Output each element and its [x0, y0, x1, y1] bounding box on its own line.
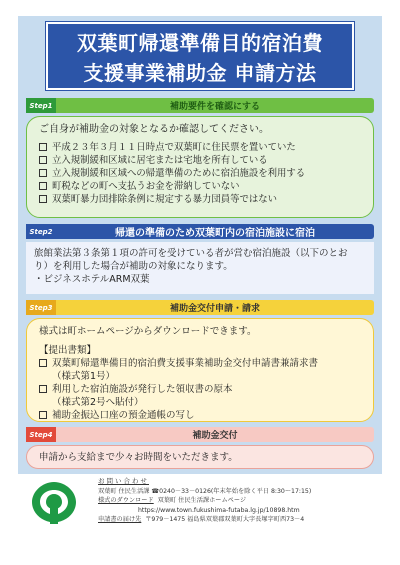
contact-info: 双葉町 住民生活課 ☎0240－33－0126(年末年始を除く平日 8:30～17:15)	[98, 487, 312, 495]
step1-heading: 補助要件を確認にする	[169, 102, 260, 112]
step2-tag: Step2	[26, 224, 56, 239]
step1-bar	[26, 98, 374, 113]
download-url-link[interactable]: https://www.town.fukushima-futaba.lg.jp/10898.htm	[138, 506, 300, 514]
step3-heading: 補助金交付申請・請求	[169, 304, 260, 314]
doc-item-sub: （様式第2号へ貼付）	[52, 397, 144, 408]
checkbox-icon	[39, 195, 47, 203]
checkbox-icon	[39, 143, 47, 151]
step1-tag: Step1	[26, 98, 56, 113]
checkbox-icon	[39, 385, 47, 393]
doc-item: 双葉町帰還準備目的宿泊費支援事業補助金交付申請書兼請求書	[39, 357, 361, 370]
footer-text	[98, 477, 378, 525]
contact-footer	[18, 474, 382, 546]
step2-line-1: 旅館業法第３条第１項の許可を受けている者が営む宿泊施設（以下のとお	[34, 248, 348, 259]
title-line-1: 双葉町帰還準備目的宿泊費	[77, 31, 323, 55]
requirement-item: 立入規制緩和区域に居宅または宅地を所有している	[39, 154, 361, 167]
town-logo-icon	[28, 478, 80, 526]
docs-title: 【提出書類】	[39, 345, 97, 356]
step4-panel	[26, 445, 374, 469]
step3-lead: 様式は町ホームページからダウンロードできます。	[39, 326, 257, 337]
checkbox-icon	[39, 411, 47, 419]
doc-item: 利用した宿泊施設が発行した領収書の原本	[39, 383, 361, 396]
step3-bar	[26, 300, 374, 315]
requirement-item: 町税などの町へ支払うお金を滞納していない	[39, 180, 361, 193]
step3-tag: Step3	[26, 300, 56, 315]
step2-line-2: り）を利用した場合が補助の対象になります。	[34, 261, 233, 272]
checkbox-icon	[39, 359, 47, 367]
flyer-sheet	[18, 16, 382, 546]
submit-info: 申請書の届け先 〒979－1475 福島県双葉郡双葉町大字長塚字町西73－4	[98, 516, 305, 523]
requirement-item: 平成２３年３月１１日時点で双葉町に住民票を置いていた	[39, 141, 361, 154]
requirement-item: 双葉町暴力団排除条例に規定する暴力団員等ではない	[39, 193, 361, 206]
doc-item: 補助金振込口座の預金通帳の写し	[39, 409, 361, 422]
flyer-title	[46, 22, 354, 90]
checkbox-icon	[39, 169, 47, 177]
step2-bar	[26, 224, 374, 239]
step4-body: 申請から支給まで少々お時間をいただきます。	[39, 452, 238, 463]
step1-lead: ご自身が補助金の対象となるか確認してください。	[39, 124, 269, 135]
requirement-item: 立入規制緩和区域への帰還準備のために宿泊施設を利用する	[39, 167, 361, 180]
step1-panel	[26, 116, 374, 218]
checkbox-icon	[39, 182, 47, 190]
step4-heading: 補助金交付	[192, 431, 238, 441]
step4-bar	[26, 427, 374, 442]
title-line-2: 支援事業補助金 申請方法	[83, 61, 317, 85]
doc-item-sub: （様式第1号）	[52, 371, 116, 382]
step3-panel	[26, 318, 374, 422]
step4-tag: Step4	[26, 427, 56, 442]
contact-heading: お問い合わせ	[98, 477, 149, 485]
step2-panel	[26, 242, 374, 294]
checkbox-icon	[39, 156, 47, 164]
step2-heading: 帰還の準備のため双葉町内の宿泊施設に宿泊	[115, 228, 315, 239]
facility-name: ・ビジネスホテルARM双葉	[34, 274, 150, 285]
download-info: 様式のダウンロード 双葉町 住民生活課ホームページ	[98, 497, 247, 504]
